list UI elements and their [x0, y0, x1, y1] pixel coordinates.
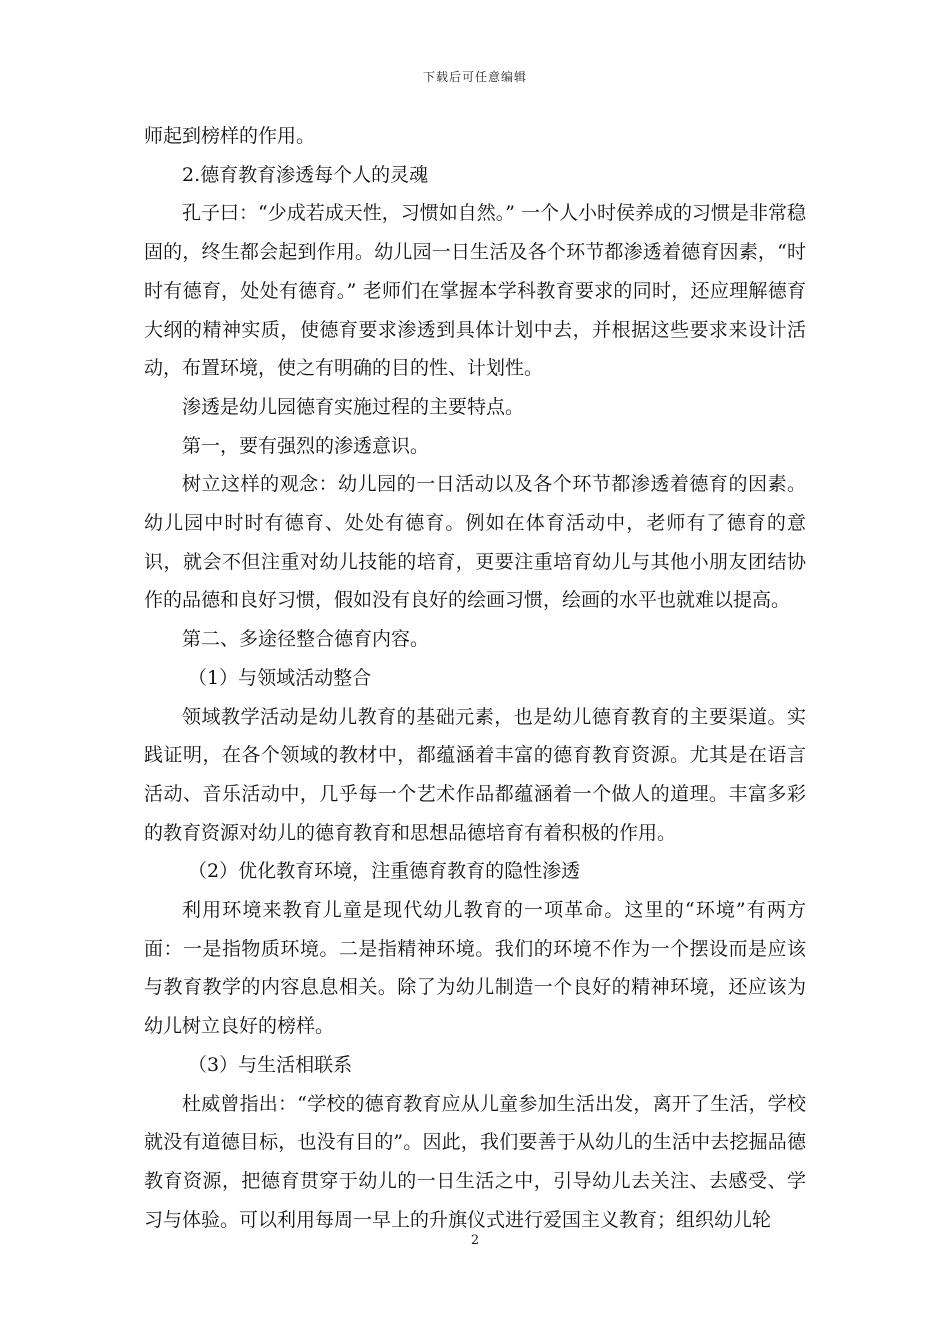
page-header: 下载后可任意编辑 [422, 70, 527, 84]
subsection-heading: （1）与领域活动整合 [188, 666, 372, 689]
paragraph: 第二、多途径整合德育内容。 [182, 628, 430, 651]
paragraph-continuation: 师起到榜样的作用。 [144, 125, 316, 147]
paragraph: 杜威曾指出：“学校的德育教育应从儿童参加生活出发，离开了生活，学校就没有道德目标，也没有目的”。因此，我们要善于从幼儿的生活中去挖掘品德教育资源，把德育贯穿于幼儿的一日生活之中，引导幼儿去关注、去感受、学习与体验。可以利用每周一早上的升旗仪式进行爱国主义教育；组织幼儿轮 [144, 1092, 806, 1231]
paragraph: 树立这样的观念：幼儿园的一日活动以及各个环节都渗透着德育的因素。幼儿园中时时有德育、处处有德育。例如在体育活动中，老师有了德育的意识，就会不但注重对幼儿技能的培育，更要注重培育幼儿与其他小朋友团结协作的品德和良好习惯，假如没有良好的绘画习惯，绘画的水平也就难以提高。 [144, 473, 806, 612]
paragraph: 领域教学活动是幼儿教育的基础元素，也是幼儿德育教育的主要渠道。实践证明，在各个领域的教材中，都蕴涵着丰富的德育教育资源。尤其是在语言活动、音乐活动中，几乎每一个艺术作品都蕴涵着一个做人的道理。丰富多彩的教育资源对幼儿的德育教育和思想品德培育有着积极的作用。 [144, 705, 806, 844]
document-body [144, 117, 806, 1239]
subsection-heading: （3）与生活相联系 [188, 1053, 353, 1076]
paragraph: 孔子曰：“少成若成天性，习惯如自然。” 一个人小时侯养成的习惯是非常稳固的，终生都会起到作用。幼儿园一日生活及各个环节都渗透着德育因素，“时时有德育，处处有德育。” 老师们在掌握本学科教育要求的同时，还应理解德育大纲的精神实质，使德育要求渗透到具体计划中去，并根据这些要求来设计活动，布置环境，使之有明确的目的性、计划性。 [144, 202, 806, 380]
subsection-heading: （2）优化教育环境，注重德育教育的隐性渗透 [188, 860, 581, 883]
paragraph: 第一，要有强烈的渗透意识。 [182, 434, 430, 457]
section-heading: 2.德育教育渗透每个人的灵魂 [182, 163, 429, 186]
paragraph: 渗透是幼儿园德育实施过程的主要特点。 [182, 395, 525, 418]
paragraph: 利用环境来教育儿童是现代幼儿教育的一项革命。这里的“环境”有两方面：一是指物质环境。二是指精神环境。我们的环境不作为一个摆设而是应该与教育教学的内容息息相关。除了为幼儿制造一个良好的精神环境，还应该为幼儿树立良好的榜样。 [144, 899, 806, 1038]
page-number: 2 [470, 1233, 480, 1248]
